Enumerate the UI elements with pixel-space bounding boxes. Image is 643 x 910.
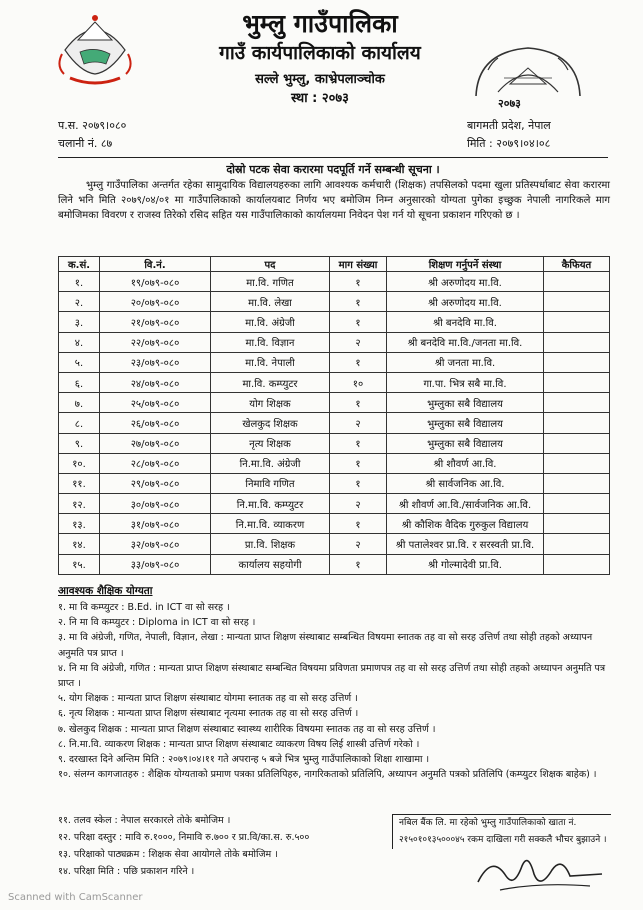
cell-remarks bbox=[544, 352, 610, 372]
table-row bbox=[59, 433, 610, 453]
condition-item: १३. परिक्षाको पाठ्यक्रम : शिक्षक सेवा आयोगले तोके बमोजिम । bbox=[58, 849, 278, 860]
qualification-item: १. मा वि कम्प्युटर : B.Ed. in ICT वा सो सरह । bbox=[58, 602, 230, 613]
cell-remarks bbox=[544, 554, 610, 574]
cell-institution: श्री शौवर्ण आ.वि. bbox=[387, 453, 544, 473]
cell-demand: १ bbox=[330, 272, 387, 292]
cell-adv-no: २४/०७९-०८० bbox=[100, 372, 211, 392]
cell-post: नि.मा.वि. व्याकरण bbox=[211, 514, 330, 534]
cell-adv-no: २८/०७९-०८० bbox=[100, 453, 211, 473]
col-header-adv-no: वि.नं. bbox=[100, 257, 211, 272]
nepal-emblem-icon bbox=[50, 10, 140, 88]
cell-adv-no: २६/०७९-०८० bbox=[100, 413, 211, 433]
cell-post: मा.वि. गणित bbox=[211, 272, 330, 292]
cell-remarks bbox=[544, 453, 610, 473]
cell-sn: ५. bbox=[59, 352, 100, 372]
cell-adv-no: १९/०७९-०८० bbox=[100, 272, 211, 292]
cell-post: प्रा.वि. शिक्षक bbox=[211, 534, 330, 554]
cell-institution: भुम्लुका सबै विद्यालय bbox=[387, 433, 544, 453]
cell-sn: १३. bbox=[59, 514, 100, 534]
cell-adv-no: ३३/०७९-०८० bbox=[100, 554, 211, 574]
cell-remarks bbox=[544, 372, 610, 392]
header-divider bbox=[58, 157, 608, 158]
qualification-item: ८. नि.मा.वि. व्याकरण शिक्षक : मान्यता प्राप्त शिक्षण संस्थाबाट व्याकरण विषय लिई शास्त्री उत्तिर्ण गरेको । bbox=[58, 738, 420, 750]
cell-remarks bbox=[544, 312, 610, 332]
cell-institution: श्री कौशिक वैदिक गुरुकुल विद्यालय bbox=[387, 514, 544, 534]
qualification-item: ५. योग शिक्षक : मान्यता प्राप्त शिक्षण संस्थाबाट योगमा स्नातक तह वा सो सरह उत्तिर्ण । bbox=[58, 693, 358, 705]
cell-demand: १० bbox=[330, 372, 387, 392]
cell-institution: भुम्लुका सबै विद्यालय bbox=[387, 413, 544, 433]
cell-post: मा.वि. कम्प्युटर bbox=[211, 372, 330, 392]
qualifications-title: आवश्यक शैक्षिक योग्यता bbox=[58, 585, 153, 597]
cell-adv-no: ३१/०७९-०८० bbox=[100, 514, 211, 534]
cell-adv-no: २३/०७९-०८० bbox=[100, 352, 211, 372]
cell-sn: १४. bbox=[59, 534, 100, 554]
table-row bbox=[59, 413, 610, 433]
condition-item: ११. तलव स्केल : नेपाल सरकारले तोके बमोजिम । bbox=[58, 815, 231, 826]
cell-sn: १. bbox=[59, 272, 100, 292]
cell-sn: १५. bbox=[59, 554, 100, 574]
cell-demand: १ bbox=[330, 433, 387, 453]
col-header-demand: माग संख्या bbox=[330, 257, 387, 272]
cell-post: मा.वि. नेपाली bbox=[211, 352, 330, 372]
qualification-item: ७. खेलकुद शिक्षक : मान्यता प्राप्त शिक्षण संस्थाबाट स्वास्थ्य शारीरिक विषयमा स्नातक तह वा सो सरह उत्तिर्ण । bbox=[58, 723, 436, 735]
cell-post: मा.वि. विज्ञान bbox=[211, 332, 330, 352]
reference-block bbox=[58, 117, 126, 153]
dispatch-number: चलानी नं. ८७ bbox=[58, 137, 113, 150]
table-header-row bbox=[59, 257, 610, 272]
cell-post: योग शिक्षक bbox=[211, 393, 330, 413]
location-date-block bbox=[467, 117, 551, 153]
table-row bbox=[59, 534, 610, 554]
condition-item: १४. परिक्षा मिति : पछि प्रकाशन गरिने । bbox=[58, 866, 195, 877]
letterhead bbox=[150, 8, 490, 108]
cell-demand: १ bbox=[330, 514, 387, 534]
notice-intro: भुम्लु गाउँपालिका अन्तर्गत रहेका सामुदायिक विद्यालयहरुका लागि आवश्यक कर्मचारी (शिक्षक) तपसिलको पदमा खुला प्रतिस्पर्धाबाट सेवा करारमा लिने भनि मिति २०७९/०४/०१ मा गाउँपालिकाको कार्यालयबाट निर्णय भए बमोजिम निम्न अनुसारको योग्यता पुगेका इच्छुक नेपाली नागरिकले माग बमोजिमका विवरण र राजस्व तिरेको रसिद सहित यस गाउँपालिकाको कार्यालयमा निवेदन पेश गर्न यो सूचना प्रकाशन गरिएको छ । bbox=[58, 180, 610, 221]
cell-remarks bbox=[544, 413, 610, 433]
cell-demand: १ bbox=[330, 292, 387, 312]
col-header-remarks: कैफियत bbox=[544, 257, 610, 272]
cell-sn: ८. bbox=[59, 413, 100, 433]
cell-institution: श्री पतालेश्वर प्रा.वि. र सरस्वती प्रा.वि. bbox=[387, 534, 544, 554]
cell-institution: भुम्लुका सबै विद्यालय bbox=[387, 393, 544, 413]
table-row bbox=[59, 453, 610, 473]
cell-demand: १ bbox=[330, 554, 387, 574]
handwritten-signature bbox=[470, 846, 610, 896]
cell-adv-no: २०/०७९-०८० bbox=[100, 292, 211, 312]
cell-adv-no: ३२/०७९-०८० bbox=[100, 534, 211, 554]
qualification-item: ६. नृत्य शिक्षक : मान्यता प्राप्त शिक्षण संस्थाबाट नृत्यमा स्नातक तह वा सो सरह उत्तिर्ण । bbox=[58, 708, 359, 720]
qualification-item: ९. दरखास्त दिने अन्तिम मिति : २०७९।०४।११ गते अपरान्ह ५ बजे भित्र भुम्लु गाउँपालिकाको शिक्षा शाखामा । bbox=[58, 754, 430, 766]
col-header-post: पद bbox=[211, 257, 330, 272]
cell-remarks bbox=[544, 473, 610, 493]
cell-remarks bbox=[544, 534, 610, 554]
cell-sn: ९. bbox=[59, 433, 100, 453]
cell-remarks bbox=[544, 272, 610, 292]
province-text: बागमती प्रदेश, नेपाल bbox=[467, 119, 551, 132]
scanner-watermark: Scanned with CamScanner bbox=[8, 892, 143, 903]
cell-institution: गा.पा. भित्र सबै मा.वि. bbox=[387, 372, 544, 392]
municipality-title: भुम्लु गाउँपालिका bbox=[242, 9, 398, 38]
table-row bbox=[59, 393, 610, 413]
cell-sn: ४. bbox=[59, 332, 100, 352]
qualification-item: १०. संलग्न कागजातहरु : शैक्षिक योग्यताको प्रमाण पत्रका प्रतिलिपिहरु, नागरिकताको प्रतिलिपि, अध्यापन अनुमति पत्रको प्रतिलिपि (कम्प्युटर शिक्षक बाहेक) । bbox=[58, 769, 597, 781]
cell-institution: श्री अरुणोदय मा.वि. bbox=[387, 272, 544, 292]
cell-post: नृत्य शिक्षक bbox=[211, 433, 330, 453]
cell-post: कार्यालय सहयोगी bbox=[211, 554, 330, 574]
qualification-item: ३. मा वि अंग्रेजी, गणित, नेपाली, विज्ञान, लेखा : मान्यता प्राप्त शिक्षण संस्थाबाट सम्बन्धित विषयमा स्नातक तह वा सो सरह उत्तिर्ण तथा सोही तहको अध्यापन अनुमति पत्र प्राप्त । bbox=[58, 632, 593, 659]
cell-sn: १२. bbox=[59, 494, 100, 514]
qualification-item: ४. नि मा वि अंग्रेजी, गणित : मान्यता प्राप्त शिक्षण संस्थाबाट सम्बन्धित विषयमा प्रविणता प्रमाणपत्र तह वा सो सरह उत्तिर्ण तथा सोही तहको अध्यापन अनुमति पत्र प्राप्त । bbox=[58, 662, 606, 690]
condition-item: १२. परिक्षा दस्तुर : मावि रु.१०००, निमावि रु.७०० र प्रा.वि/का.स. रु.५०० bbox=[58, 832, 310, 843]
col-header-sn: क.सं. bbox=[59, 257, 100, 272]
cell-institution: श्री सार्वजनिक आ.वि. bbox=[387, 473, 544, 493]
cell-demand: १ bbox=[330, 453, 387, 473]
cell-adv-no: २१/०७९-०८० bbox=[100, 312, 211, 332]
cell-institution: श्री अरुणोदय मा.वि. bbox=[387, 292, 544, 312]
cell-remarks bbox=[544, 332, 610, 352]
vacancy-table-body bbox=[59, 272, 610, 575]
conditions-list bbox=[58, 812, 378, 880]
cell-post: मा.वि. अंग्रेजी bbox=[211, 312, 330, 332]
cell-remarks bbox=[544, 494, 610, 514]
cell-post: नि.मा.वि. अंग्रेजी bbox=[211, 453, 330, 473]
office-address: सल्ले भुम्लु, काभ्रेपलाञ्चोक bbox=[255, 72, 385, 87]
cell-adv-no: २५/०७९-०८० bbox=[100, 393, 211, 413]
cell-sn: १०. bbox=[59, 453, 100, 473]
cell-sn: ६. bbox=[59, 372, 100, 392]
cell-remarks bbox=[544, 433, 610, 453]
cell-institution: श्री जनता मा.वि. bbox=[387, 352, 544, 372]
table-row bbox=[59, 292, 610, 312]
seal-year: २०७३ bbox=[498, 97, 521, 110]
table-row bbox=[59, 332, 610, 352]
cell-demand: २ bbox=[330, 332, 387, 352]
cell-adv-no: ३०/०७९-०८० bbox=[100, 494, 211, 514]
cell-demand: २ bbox=[330, 413, 387, 433]
cell-institution: श्री बनदेवि मा.वि./जनता मा.वि. bbox=[387, 332, 544, 352]
table-row bbox=[59, 514, 610, 534]
col-header-institution: शिक्षण गर्नुपर्ने संस्था bbox=[387, 257, 544, 272]
cell-adv-no: २२/०७९-०८० bbox=[100, 332, 211, 352]
table-row bbox=[59, 494, 610, 514]
cell-post: नि.मा.वि. कम्प्युटर bbox=[211, 494, 330, 514]
table-row bbox=[59, 473, 610, 493]
qualification-item: २. नि मा वि कम्प्युटर : Diploma in ICT वा सो सरह । bbox=[58, 617, 256, 629]
office-subtitle: गाउँ कार्यपालिकाको कार्यालय bbox=[219, 42, 421, 64]
vacancy-table bbox=[58, 256, 610, 575]
cell-sn: ३. bbox=[59, 312, 100, 332]
reference-number: प.स. २०७९।०८० bbox=[58, 119, 127, 132]
cell-post: निमावि गणित bbox=[211, 473, 330, 493]
cell-demand: १ bbox=[330, 352, 387, 372]
cell-sn: २. bbox=[59, 292, 100, 312]
table-row bbox=[59, 372, 610, 392]
cell-post: मा.वि. लेखा bbox=[211, 292, 330, 312]
cell-remarks bbox=[544, 393, 610, 413]
cell-remarks bbox=[544, 514, 610, 534]
table-row bbox=[59, 272, 610, 292]
issue-date: मिति : २०७९।०४।०८ bbox=[467, 137, 551, 150]
cell-demand: २ bbox=[330, 494, 387, 514]
notice-title: दोस्रो पटक सेवा करारमा पदपूर्ति गर्ने सम्बन्धी सूचना । bbox=[226, 163, 440, 176]
cell-demand: २ bbox=[330, 534, 387, 554]
table-row bbox=[59, 554, 610, 574]
cell-sn: ११. bbox=[59, 473, 100, 493]
table-row bbox=[59, 312, 610, 332]
cell-institution: श्री बनदेवि मा.वि. bbox=[387, 312, 544, 332]
cell-remarks bbox=[544, 292, 610, 312]
cell-demand: १ bbox=[330, 473, 387, 493]
office-seal-stamp bbox=[468, 40, 588, 112]
cell-institution: श्री गोल्मादेवी प्रा.वि. bbox=[387, 554, 544, 574]
cell-adv-no: २७/०७९-०८० bbox=[100, 433, 211, 453]
qualifications-list bbox=[58, 600, 610, 782]
cell-demand: १ bbox=[330, 312, 387, 332]
cell-institution: श्री शौवर्ण आ.वि./सार्वजनिक आ.वि. bbox=[387, 494, 544, 514]
established-year: स्था : २०७३ bbox=[291, 91, 349, 106]
cell-demand: १ bbox=[330, 393, 387, 413]
cell-adv-no: २९/०७९-०८० bbox=[100, 473, 211, 493]
bank-deposit-note: नबिल बैंक लि. मा रहेको भुम्लु गाउँपालिकाको खाता नं. २१५०१०१३५०००४५ रकम दाखिला गरी सक्कलै भौचर बुझाउने । bbox=[392, 814, 611, 849]
cell-sn: ७. bbox=[59, 393, 100, 413]
table-row bbox=[59, 352, 610, 372]
cell-post: खेलकुद शिक्षक bbox=[211, 413, 330, 433]
